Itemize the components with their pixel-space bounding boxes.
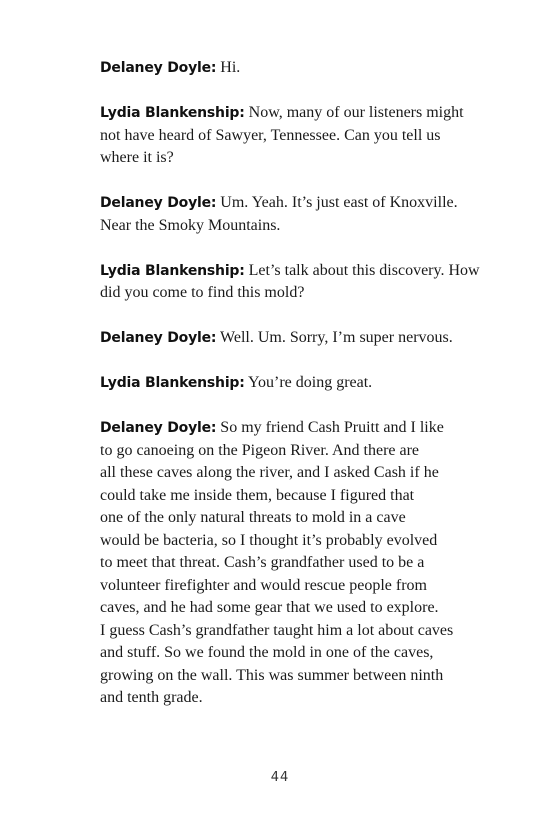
text-line: not have heard of Sawyer, Tennessee. Can you tell us — [100, 126, 441, 144]
text-line: caves, and he had some gear that we used to explore. — [100, 599, 439, 616]
dialogue-text: So my friend Cash Pruitt and I like — [220, 419, 444, 436]
dialogue-text: Um. Yeah. It’s just east of Knoxville. — [220, 194, 458, 211]
speaker-name: Delaney Doyle: — [100, 195, 217, 211]
dialogue-paragraph — [100, 260, 480, 305]
speaker-name: Lydia Blankenship: — [100, 262, 245, 279]
dialogue-paragraph — [100, 372, 470, 395]
text-line — [100, 260, 480, 283]
text-line — [100, 372, 470, 395]
text-line — [100, 57, 470, 80]
text-line: to go canoeing on the Pigeon River. And there are — [100, 441, 420, 459]
dialogue-text: Let’s talk about this discovery. How — [248, 261, 480, 279]
text-line — [100, 417, 470, 440]
text-line: I guess Cash’s grandfather taught him a lot about caves — [100, 621, 454, 639]
dialogue-paragraph — [100, 57, 470, 80]
text-line: did you come to find this mold? — [100, 284, 305, 301]
text-line — [100, 327, 470, 350]
speaker-name: Lydia Blankenship: — [100, 375, 245, 391]
dialogue-text: Now, many of our listeners might — [248, 104, 464, 121]
interview-transcript — [100, 57, 480, 732]
text-line: could take me inside them, because I figured that — [100, 486, 415, 504]
text-line: one of the only natural threats to mold in a cave — [100, 509, 406, 526]
dialogue-paragraph — [100, 102, 470, 170]
speaker-name: Lydia Blankenship: — [100, 105, 245, 121]
dialogue-text: Well. Um. Sorry, I’m super nervous. — [220, 329, 453, 346]
text-line: all these caves along the river, and I asked Cash if he — [100, 464, 439, 481]
text-line — [100, 192, 470, 215]
text-line: Near the Smoky Mountains. — [100, 216, 281, 234]
text-line: to meet that threat. Cash’s grandfather used to be a — [100, 554, 425, 571]
text-line: would be bacteria, so I thought it’s probably evolved — [100, 531, 438, 549]
speaker-name: Delaney Doyle: — [100, 330, 217, 346]
dialogue-text: Hi. — [220, 59, 241, 76]
dialogue-paragraph — [100, 192, 470, 237]
text-line: and stuff. So we found the mold in one of the caves, — [100, 644, 434, 661]
text-line: volunteer firefighter and would rescue people from — [100, 576, 427, 594]
dialogue-text: You’re doing great. — [248, 374, 373, 391]
speaker-name: Delaney Doyle: — [100, 420, 217, 436]
page-number: 44 — [270, 770, 290, 785]
text-line — [100, 102, 470, 125]
dialogue-paragraph — [100, 327, 470, 350]
dialogue-paragraph — [100, 417, 470, 710]
text-line: growing on the wall. This was summer between ninth — [100, 666, 444, 684]
text-line: where it is? — [100, 149, 174, 166]
speaker-name: Delaney Doyle: — [100, 60, 217, 76]
text-line: and tenth grade. — [100, 689, 203, 706]
